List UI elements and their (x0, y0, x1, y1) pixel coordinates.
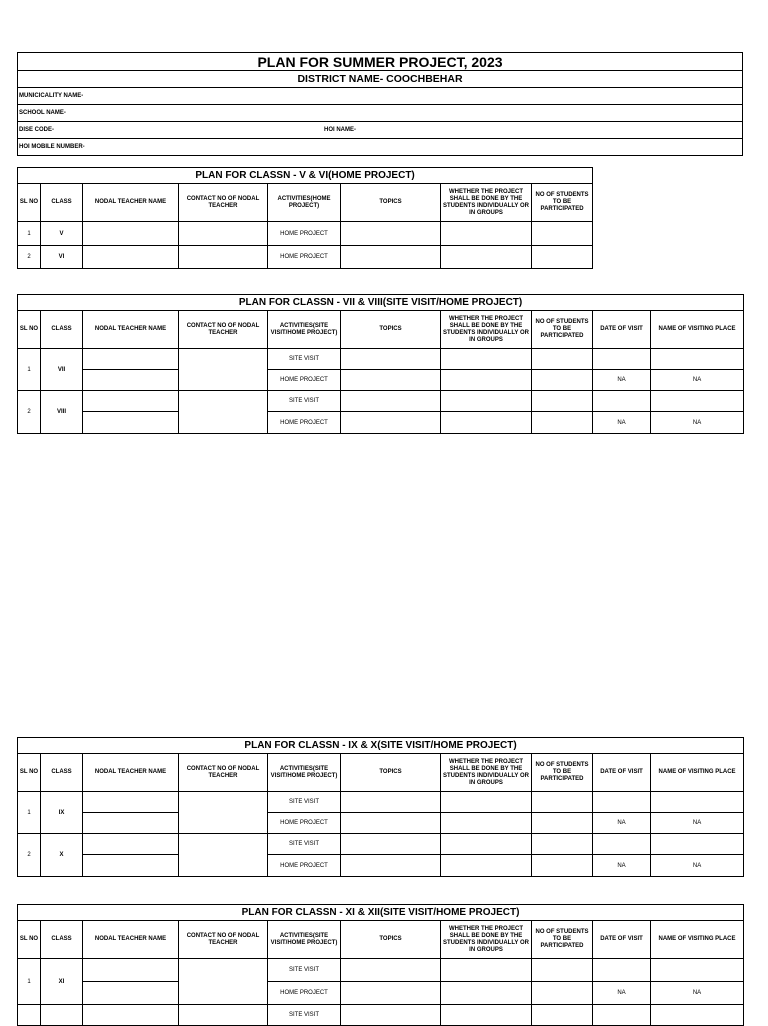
table-row (18, 412, 744, 434)
class-cell: V (41, 222, 83, 246)
activity-cell: HOME PROJECT (268, 982, 341, 1005)
col-sl-no: SL NO (18, 311, 41, 349)
whether-cell[interactable] (441, 959, 532, 982)
col-nodal-teacher: NODAL TEACHER NAME (83, 184, 179, 222)
date-visit-cell: NA (593, 370, 651, 391)
topics-cell[interactable] (341, 959, 441, 982)
col-contact: CONTACT NO OF NODAL TEACHER (179, 311, 268, 349)
activity-cell: SITE VISIT (268, 792, 341, 813)
sl-cell (18, 1005, 41, 1026)
no-students-cell[interactable] (532, 1005, 593, 1026)
table-row (18, 982, 744, 1005)
date-visit-cell: NA (593, 855, 651, 877)
sl-cell: 2 (18, 246, 41, 269)
whether-cell[interactable] (441, 1005, 532, 1026)
col-visiting-place: NAME OF VISITING PLACE (651, 921, 744, 959)
nodal-teacher-cell[interactable] (83, 813, 179, 834)
table-header-row (18, 184, 593, 222)
date-visit-cell[interactable] (593, 959, 651, 982)
contact-cell[interactable] (179, 1005, 268, 1026)
nodal-teacher-cell[interactable] (83, 834, 179, 855)
sl-cell: 2 (18, 834, 41, 877)
no-students-cell[interactable] (532, 222, 593, 246)
col-date-visit: DATE OF VISIT (593, 754, 651, 792)
topics-cell[interactable] (341, 370, 441, 391)
district-name: DISTRICT NAME- COOCHBEHAR (18, 71, 743, 88)
class-cell: VI (41, 246, 83, 269)
whether-cell[interactable] (441, 834, 532, 855)
header-block (17, 52, 743, 156)
table-title: PLAN FOR CLASSN - VII & VIII(SITE VISIT/HOME PROJECT) (18, 295, 744, 311)
nodal-teacher-cell[interactable] (83, 370, 179, 391)
col-nodal-teacher: NODAL TEACHER NAME (83, 754, 179, 792)
topics-cell[interactable] (341, 1005, 441, 1026)
nodal-teacher-cell[interactable] (83, 246, 179, 269)
contact-cell[interactable] (179, 834, 268, 877)
nodal-teacher-cell[interactable] (83, 855, 179, 877)
contact-cell[interactable] (179, 246, 268, 269)
date-visit-cell[interactable] (593, 1005, 651, 1026)
visiting-place-cell[interactable] (651, 834, 744, 855)
table-row (18, 834, 744, 855)
nodal-teacher-cell[interactable] (83, 349, 179, 370)
nodal-teacher-cell[interactable] (83, 1005, 179, 1026)
col-topics: TOPICS (341, 184, 441, 222)
date-visit-cell: NA (593, 412, 651, 434)
col-date-visit: DATE OF VISIT (593, 921, 651, 959)
class-cell: X (41, 834, 83, 877)
col-class: CLASS (41, 921, 83, 959)
contact-cell[interactable] (179, 391, 268, 434)
plan-table-vii-viii (17, 294, 744, 434)
class-cell: VII (41, 349, 83, 391)
whether-cell[interactable] (441, 813, 532, 834)
visiting-place-cell: NA (651, 813, 744, 834)
col-activities: ACTIVITIES(SITE VISIT/HOME PROJECT) (268, 754, 341, 792)
table-title: PLAN FOR CLASSN - V & VI(HOME PROJECT) (18, 168, 593, 184)
no-students-cell[interactable] (532, 855, 593, 877)
no-students-cell[interactable] (532, 246, 593, 269)
visiting-place-cell[interactable] (651, 391, 744, 412)
col-activities: ACTIVITIES(HOME PROJECT) (268, 184, 341, 222)
table-row (18, 222, 593, 246)
no-students-cell[interactable] (532, 982, 593, 1005)
no-students-cell[interactable] (532, 792, 593, 813)
contact-cell[interactable] (179, 792, 268, 834)
whether-cell[interactable] (441, 412, 532, 434)
col-whether: WHETHER THE PROJECT SHALL BE DONE BY THE STUDENTS INDIVIDUALLY OR IN GROUPS (441, 311, 532, 349)
visiting-place-cell[interactable] (651, 792, 744, 813)
table-row (18, 813, 744, 834)
col-contact: CONTACT NO OF NODAL TEACHER (179, 921, 268, 959)
whether-cell[interactable] (441, 792, 532, 813)
col-nodal-teacher: NODAL TEACHER NAME (83, 921, 179, 959)
school-field (18, 105, 743, 122)
col-no-students: NO OF STUDENTS TO BE PARTICIPATED (532, 754, 593, 792)
municipality-field (18, 88, 743, 105)
contact-cell[interactable] (179, 222, 268, 246)
topics-cell[interactable] (341, 855, 441, 877)
topics-cell[interactable] (341, 792, 441, 813)
table-row (18, 370, 744, 391)
contact-cell[interactable] (179, 349, 268, 391)
municipality-label: MUNICICALITY NAME- (19, 92, 84, 99)
page-title: PLAN FOR SUMMER PROJECT, 2023 (18, 53, 743, 71)
plan-table-v-vi (17, 167, 593, 269)
whether-cell[interactable] (441, 391, 532, 412)
class-cell: XI (41, 959, 83, 1005)
col-sl-no: SL NO (18, 921, 41, 959)
col-contact: CONTACT NO OF NODAL TEACHER (179, 754, 268, 792)
table-title: PLAN FOR CLASSN - IX & X(SITE VISIT/HOME PROJECT) (18, 738, 744, 754)
col-no-students: NO OF STUDENTS TO BE PARTICIPATED (532, 311, 593, 349)
activity-cell: SITE VISIT (268, 391, 341, 412)
col-activities: ACTIVITIES(SITE VISIT/HOME PROJECT) (268, 921, 341, 959)
date-visit-cell[interactable] (593, 349, 651, 370)
whether-cell[interactable] (441, 349, 532, 370)
whether-cell[interactable] (441, 370, 532, 391)
nodal-teacher-cell[interactable] (83, 982, 179, 1005)
no-students-cell[interactable] (532, 412, 593, 434)
topics-cell[interactable] (341, 982, 441, 1005)
table-row (18, 349, 744, 370)
col-topics: TOPICS (341, 754, 441, 792)
activity-cell: SITE VISIT (268, 349, 341, 370)
col-contact: CONTACT NO OF NODAL TEACHER (179, 184, 268, 222)
sl-cell: 1 (18, 222, 41, 246)
nodal-teacher-cell[interactable] (83, 222, 179, 246)
topics-cell[interactable] (341, 222, 441, 246)
sl-cell: 1 (18, 959, 41, 1005)
sl-cell: 1 (18, 792, 41, 834)
date-visit-cell[interactable] (593, 834, 651, 855)
col-topics: TOPICS (341, 311, 441, 349)
plan-table-ix-x (17, 737, 744, 877)
no-students-cell[interactable] (532, 834, 593, 855)
table-header-row (18, 754, 744, 792)
plan-table-xi-xii (17, 904, 744, 1026)
topics-cell[interactable] (341, 813, 441, 834)
activity-cell: SITE VISIT (268, 1005, 341, 1026)
activity-cell: HOME PROJECT (268, 222, 341, 246)
col-class: CLASS (41, 754, 83, 792)
col-whether: WHETHER THE PROJECT SHALL BE DONE BY THE STUDENTS INDIVIDUALLY OR IN GROUPS (441, 921, 532, 959)
school-label: SCHOOL NAME- (19, 109, 66, 116)
dise-code-label: DISE CODE- (19, 126, 55, 133)
table-row (18, 1005, 744, 1026)
table-row (18, 246, 593, 269)
contact-cell[interactable] (179, 959, 268, 1005)
table-row (18, 391, 744, 412)
table-header-row (18, 311, 744, 349)
class-cell: IX (41, 792, 83, 834)
date-visit-cell: NA (593, 982, 651, 1005)
hoi-name-label: HOI NAME- (324, 126, 357, 133)
no-students-cell[interactable] (532, 959, 593, 982)
nodal-teacher-cell[interactable] (83, 391, 179, 412)
col-sl-no: SL NO (18, 754, 41, 792)
whether-cell[interactable] (441, 982, 532, 1005)
table-row (18, 855, 744, 877)
col-visiting-place: NAME OF VISITING PLACE (651, 754, 744, 792)
activity-cell: SITE VISIT (268, 834, 341, 855)
col-no-students: NO OF STUDENTS TO BE PARTICIPATED (532, 184, 593, 222)
no-students-cell[interactable] (532, 349, 593, 370)
col-class: CLASS (41, 311, 83, 349)
visiting-place-cell: NA (651, 412, 744, 434)
table-row (18, 792, 744, 813)
whether-cell[interactable] (441, 222, 532, 246)
activity-cell: HOME PROJECT (268, 370, 341, 391)
col-class: CLASS (41, 184, 83, 222)
topics-cell[interactable] (341, 349, 441, 370)
dise-hoi-field (18, 122, 743, 139)
col-nodal-teacher: NODAL TEACHER NAME (83, 311, 179, 349)
col-whether: WHETHER THE PROJECT SHALL BE DONE BY THE STUDENTS INDIVIDUALLY OR IN GROUPS (441, 754, 532, 792)
class-cell (41, 1005, 83, 1026)
table-title: PLAN FOR CLASSN - XI & XII(SITE VISIT/HOME PROJECT) (18, 905, 744, 921)
visiting-place-cell: NA (651, 370, 744, 391)
activity-cell: HOME PROJECT (268, 855, 341, 877)
visiting-place-cell[interactable] (651, 1005, 744, 1026)
activity-cell: HOME PROJECT (268, 246, 341, 269)
sl-cell: 1 (18, 349, 41, 391)
activity-cell: HOME PROJECT (268, 813, 341, 834)
visiting-place-cell: NA (651, 982, 744, 1005)
nodal-teacher-cell[interactable] (83, 792, 179, 813)
topics-cell[interactable] (341, 412, 441, 434)
topics-cell[interactable] (341, 391, 441, 412)
topics-cell[interactable] (341, 246, 441, 269)
col-sl-no: SL NO (18, 184, 41, 222)
visiting-place-cell[interactable] (651, 959, 744, 982)
visiting-place-cell[interactable] (651, 349, 744, 370)
col-whether: WHETHER THE PROJECT SHALL BE DONE BY THE STUDENTS INDIVIDUALLY OR IN GROUPS (441, 184, 532, 222)
table-header-row (18, 921, 744, 959)
col-topics: TOPICS (341, 921, 441, 959)
nodal-teacher-cell[interactable] (83, 959, 179, 982)
col-activities: ACTIVITIES(SITE VISIT/HOME PROJECT) (268, 311, 341, 349)
date-visit-cell: NA (593, 813, 651, 834)
no-students-cell[interactable] (532, 813, 593, 834)
no-students-cell[interactable] (532, 370, 593, 391)
activity-cell: HOME PROJECT (268, 412, 341, 434)
col-date-visit: DATE OF VISIT (593, 311, 651, 349)
date-visit-cell[interactable] (593, 391, 651, 412)
date-visit-cell[interactable] (593, 792, 651, 813)
hoi-mobile-field (18, 139, 743, 156)
col-visiting-place: NAME OF VISITING PLACE (651, 311, 744, 349)
topics-cell[interactable] (341, 834, 441, 855)
nodal-teacher-cell[interactable] (83, 412, 179, 434)
class-cell: VIII (41, 391, 83, 434)
sl-cell: 2 (18, 391, 41, 434)
table-row (18, 959, 744, 982)
no-students-cell[interactable] (532, 391, 593, 412)
activity-cell: SITE VISIT (268, 959, 341, 982)
whether-cell[interactable] (441, 855, 532, 877)
col-no-students: NO OF STUDENTS TO BE PARTICIPATED (532, 921, 593, 959)
visiting-place-cell: NA (651, 855, 744, 877)
hoi-mobile-label: HOI MOBILE NUMBER- (19, 143, 85, 150)
whether-cell[interactable] (441, 246, 532, 269)
